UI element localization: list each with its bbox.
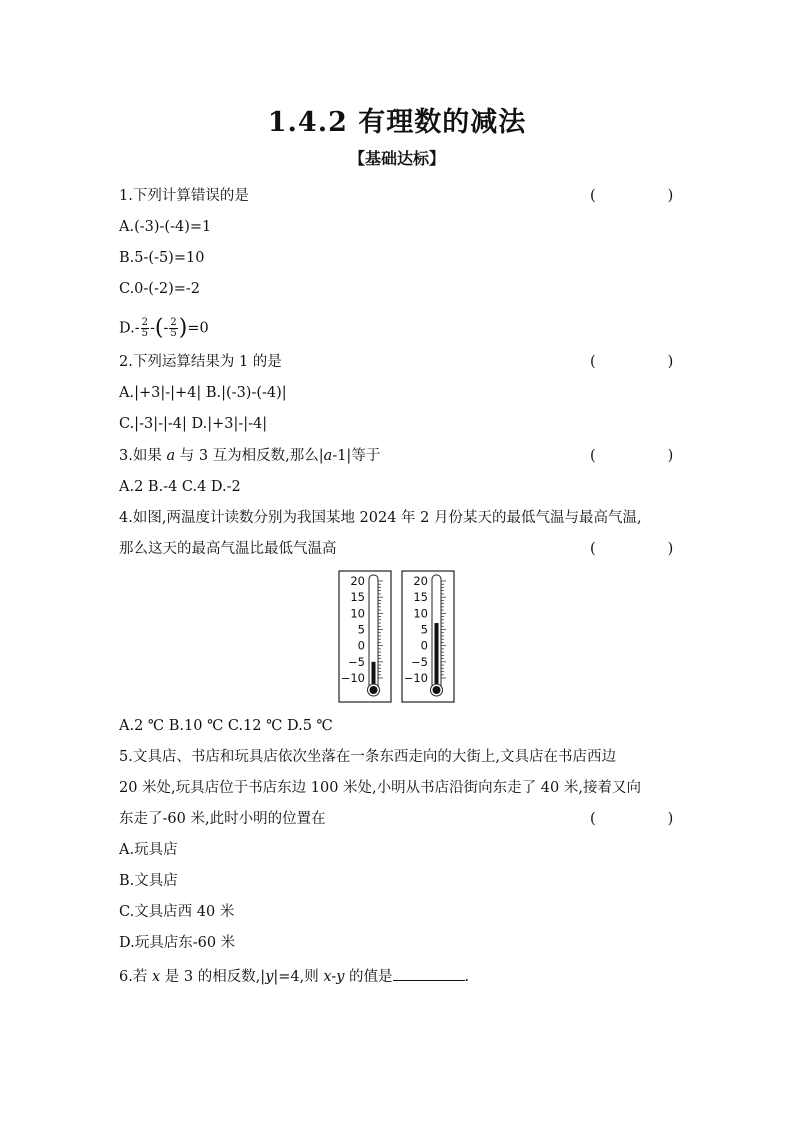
mercury-column bbox=[435, 623, 439, 690]
scale-label: 5 bbox=[420, 622, 428, 637]
scale-label: −5 bbox=[411, 654, 428, 669]
mercury-bulb bbox=[370, 686, 378, 694]
q2-options-cd: C.|-3|-|-4| D.|+3|-|-4| bbox=[119, 416, 268, 432]
q1-option-c: C.0-(-2)=-2 bbox=[119, 281, 201, 297]
scale-label: 10 bbox=[350, 606, 365, 621]
q3-options: A.2 B.-4 C.4 D.-2 bbox=[119, 479, 241, 495]
scale-label: 20 bbox=[413, 574, 428, 588]
scale-label: 0 bbox=[420, 638, 428, 653]
scale-label: −10 bbox=[340, 671, 365, 685]
q2-stem: 2.下列运算结果为 1 的是 bbox=[119, 354, 282, 370]
q5-answer-paren: ( ) bbox=[590, 811, 674, 827]
mercury-bulb bbox=[433, 686, 441, 694]
scale-label: −10 bbox=[403, 671, 428, 685]
q4-answer-paren: ( ) bbox=[590, 541, 674, 557]
q3-stem: 3.如果 a 与 3 互为相反数,那么|a-1|等于 bbox=[119, 448, 381, 464]
thermometers-figure bbox=[338, 570, 458, 705]
q3-answer-paren: ( ) bbox=[590, 448, 674, 464]
q4-stem-line1: 4.如图,两温度计读数分别为我国某地 2024 年 2 月份某天的最低气温与最高气温, bbox=[119, 510, 642, 526]
scale-label: 5 bbox=[357, 622, 365, 637]
scale-label: −5 bbox=[348, 654, 365, 669]
q5-line2: 20 米处,玩具店位于书店东边 100 米处,小明从书店沿街向东走了 40 米,接着又向 bbox=[119, 780, 641, 796]
scale-label: 15 bbox=[350, 590, 365, 605]
q1-stem: 1.下列计算错误的是 bbox=[119, 188, 249, 204]
q1-option-a: A.(-3)-(-4)=1 bbox=[119, 219, 212, 235]
answer-blank[interactable] bbox=[393, 966, 465, 981]
scale-label: 15 bbox=[413, 590, 428, 605]
q4-options: A.2 ℃ B.10 ℃ C.12 ℃ D.5 ℃ bbox=[119, 718, 333, 734]
scale-label: 10 bbox=[413, 606, 428, 621]
fraction: $\frac{2}{5}$ bbox=[170, 317, 177, 339]
q1-option-d: D.- $\frac{2}{5}$ -(- $\frac{2}{5}$ )=0 bbox=[119, 315, 209, 341]
q5-line1: 5.文具店、书店和玩具店依次坐落在一条东西走向的大街上,文具店在书店西边 bbox=[119, 749, 616, 765]
q5-line3: 东走了-60 米,此时小明的位置在 bbox=[119, 811, 326, 827]
page-title: 1.4.2 有理数的减法 bbox=[267, 107, 527, 138]
q5-option-b: B.文具店 bbox=[119, 873, 178, 889]
q1-option-b: B.5-(-5)=10 bbox=[119, 250, 205, 266]
q6-stem: 6.若 x 是 3 的相反数,|y|=4,则 x-y 的值是 . bbox=[119, 966, 469, 987]
q2-options-ab: A.|+3|-|+4| B.|(-3)-(-4)| bbox=[119, 385, 287, 401]
scale-label: 20 bbox=[350, 574, 365, 588]
fraction: $\frac{2}{5}$ bbox=[141, 317, 148, 339]
thermometer-high bbox=[402, 571, 454, 702]
q1-answer-paren: ( ) bbox=[590, 188, 674, 204]
section-heading: 【基础达标】 bbox=[348, 149, 445, 168]
q5-option-d: D.玩具店东-60 米 bbox=[119, 935, 236, 951]
q5-option-a: A.玩具店 bbox=[119, 842, 178, 858]
scale-label: 0 bbox=[357, 638, 365, 653]
q2-answer-paren: ( ) bbox=[590, 354, 674, 370]
q5-option-c: C.文具店西 40 米 bbox=[119, 904, 235, 920]
thermometer-low bbox=[339, 571, 391, 702]
q4-stem-line2: 那么这天的最高气温比最低气温高 bbox=[119, 541, 337, 557]
